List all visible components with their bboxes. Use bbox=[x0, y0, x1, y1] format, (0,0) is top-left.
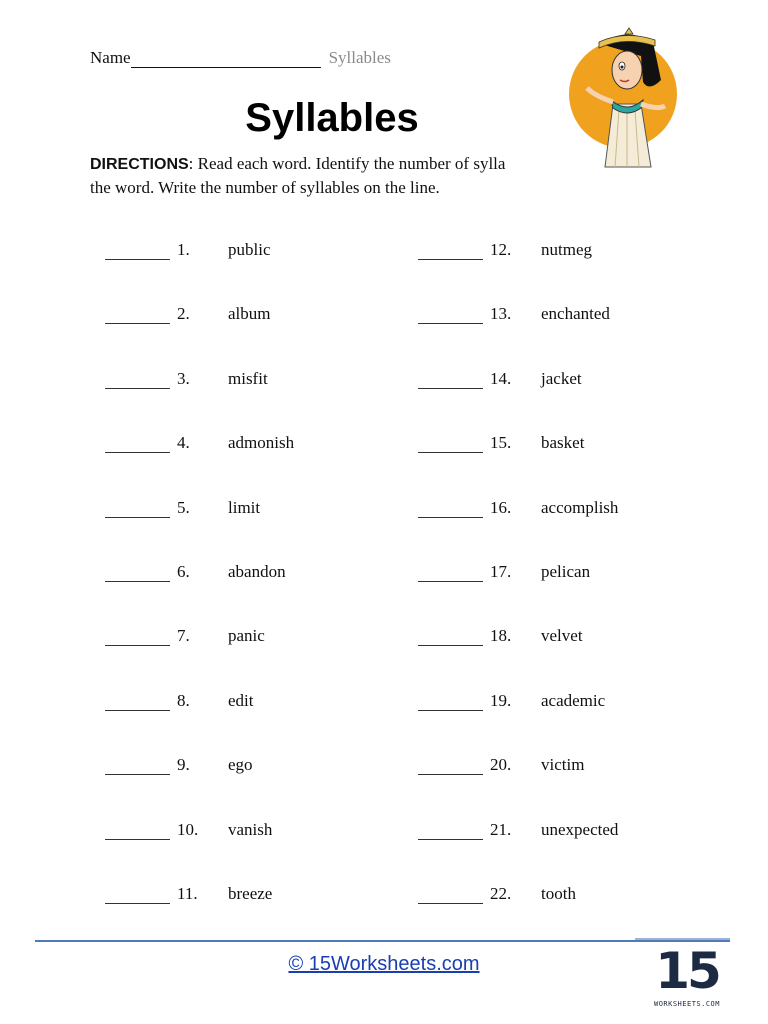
list-item bbox=[418, 687, 605, 711]
item-word: public bbox=[228, 240, 271, 259]
item-number: 3. bbox=[177, 369, 190, 388]
item-word: basket bbox=[541, 433, 585, 452]
item-word: abandon bbox=[228, 562, 286, 581]
answer-line[interactable] bbox=[105, 886, 170, 904]
item-word: enchanted bbox=[541, 304, 610, 323]
list-item bbox=[105, 687, 254, 711]
answer-line[interactable] bbox=[105, 371, 170, 389]
page-title: Syllables bbox=[245, 96, 419, 140]
item-number: 8. bbox=[177, 691, 190, 710]
list-item bbox=[418, 751, 584, 775]
item-number: 1. bbox=[177, 240, 190, 259]
item-word: academic bbox=[541, 691, 606, 710]
answer-line[interactable] bbox=[418, 886, 483, 904]
item-word: misfit bbox=[228, 369, 268, 388]
item-number: 14. bbox=[490, 369, 512, 388]
list-item bbox=[105, 816, 272, 840]
item-number: 12. bbox=[490, 240, 512, 259]
name-label: Name bbox=[90, 48, 131, 67]
list-item bbox=[105, 622, 265, 646]
list-item bbox=[105, 365, 268, 389]
item-number: 19. bbox=[490, 691, 512, 710]
item-number: 7. bbox=[177, 626, 190, 645]
directions-line1: : Read each word. Identify the number of sylla bbox=[188, 154, 506, 173]
topic-label: Syllables bbox=[328, 48, 391, 67]
answer-line[interactable] bbox=[418, 371, 483, 389]
item-word: breeze bbox=[228, 884, 273, 903]
answer-line[interactable] bbox=[418, 757, 483, 775]
item-word: panic bbox=[228, 626, 265, 645]
logo-text: WORKSHEETS.COM bbox=[653, 1000, 720, 1008]
list-item bbox=[105, 494, 260, 518]
list-item bbox=[105, 751, 253, 775]
answer-line[interactable] bbox=[418, 564, 483, 582]
copyright-link[interactable]: © 15Worksheets.com bbox=[288, 953, 480, 975]
item-number: 10. bbox=[177, 820, 199, 839]
answer-line[interactable] bbox=[105, 693, 170, 711]
footer-rule bbox=[35, 940, 730, 942]
answer-line[interactable] bbox=[105, 500, 170, 518]
site-logo bbox=[648, 942, 726, 1014]
answer-line[interactable] bbox=[418, 693, 483, 711]
item-word: accomplish bbox=[541, 498, 619, 517]
answer-line[interactable] bbox=[418, 435, 483, 453]
item-number: 11. bbox=[177, 884, 198, 903]
item-number: 9. bbox=[177, 755, 190, 774]
answer-line[interactable] bbox=[418, 822, 483, 840]
item-word: ego bbox=[228, 755, 253, 774]
answer-line[interactable] bbox=[105, 564, 170, 582]
item-word: tooth bbox=[541, 884, 576, 903]
item-number: 13. bbox=[490, 304, 512, 323]
answer-line[interactable] bbox=[418, 306, 483, 324]
list-item bbox=[105, 558, 286, 582]
list-item bbox=[105, 300, 271, 324]
item-word: victim bbox=[541, 755, 585, 774]
list-item bbox=[418, 816, 618, 840]
item-word: jacket bbox=[541, 369, 582, 388]
list-item bbox=[418, 429, 584, 453]
item-number: 18. bbox=[490, 626, 512, 645]
list-item bbox=[418, 300, 610, 324]
item-word: edit bbox=[228, 691, 254, 710]
answer-line[interactable] bbox=[105, 628, 170, 646]
list-item bbox=[418, 494, 618, 518]
directions-line2: the word. Write the number of syllables on the line. bbox=[90, 178, 440, 197]
item-number: 2. bbox=[177, 304, 190, 323]
answer-line[interactable] bbox=[105, 822, 170, 840]
item-word: album bbox=[228, 304, 271, 323]
item-word: velvet bbox=[541, 626, 583, 645]
item-number: 21. bbox=[490, 820, 512, 839]
answer-line[interactable] bbox=[105, 435, 170, 453]
item-number: 17. bbox=[490, 562, 512, 581]
list-item bbox=[105, 236, 271, 260]
item-number: 5. bbox=[177, 498, 190, 517]
item-number: 4. bbox=[177, 433, 190, 452]
item-word: unexpected bbox=[541, 820, 619, 839]
list-item bbox=[418, 880, 576, 904]
item-word: vanish bbox=[228, 820, 273, 839]
list-item bbox=[418, 622, 583, 646]
list-item bbox=[105, 429, 294, 453]
answer-line[interactable] bbox=[105, 242, 170, 260]
answer-line[interactable] bbox=[418, 242, 483, 260]
list-item bbox=[418, 558, 590, 582]
item-number: 16. bbox=[490, 498, 512, 517]
list-item bbox=[105, 880, 272, 904]
item-word: nutmeg bbox=[541, 240, 592, 259]
item-number: 22. bbox=[490, 884, 512, 903]
list-item bbox=[418, 236, 592, 260]
item-number: 6. bbox=[177, 562, 190, 581]
item-word: limit bbox=[228, 498, 261, 517]
item-word: admonish bbox=[228, 433, 295, 452]
answer-line[interactable] bbox=[418, 500, 483, 518]
answer-line[interactable] bbox=[105, 757, 170, 775]
list-item bbox=[418, 365, 582, 389]
item-number: 15. bbox=[490, 433, 512, 452]
answer-line[interactable] bbox=[105, 306, 170, 324]
answer-line[interactable] bbox=[418, 628, 483, 646]
item-number: 20. bbox=[490, 755, 512, 774]
logo-number: 15 bbox=[655, 942, 719, 1000]
item-word: pelican bbox=[541, 562, 591, 581]
directions-label: DIRECTIONS bbox=[90, 156, 189, 173]
